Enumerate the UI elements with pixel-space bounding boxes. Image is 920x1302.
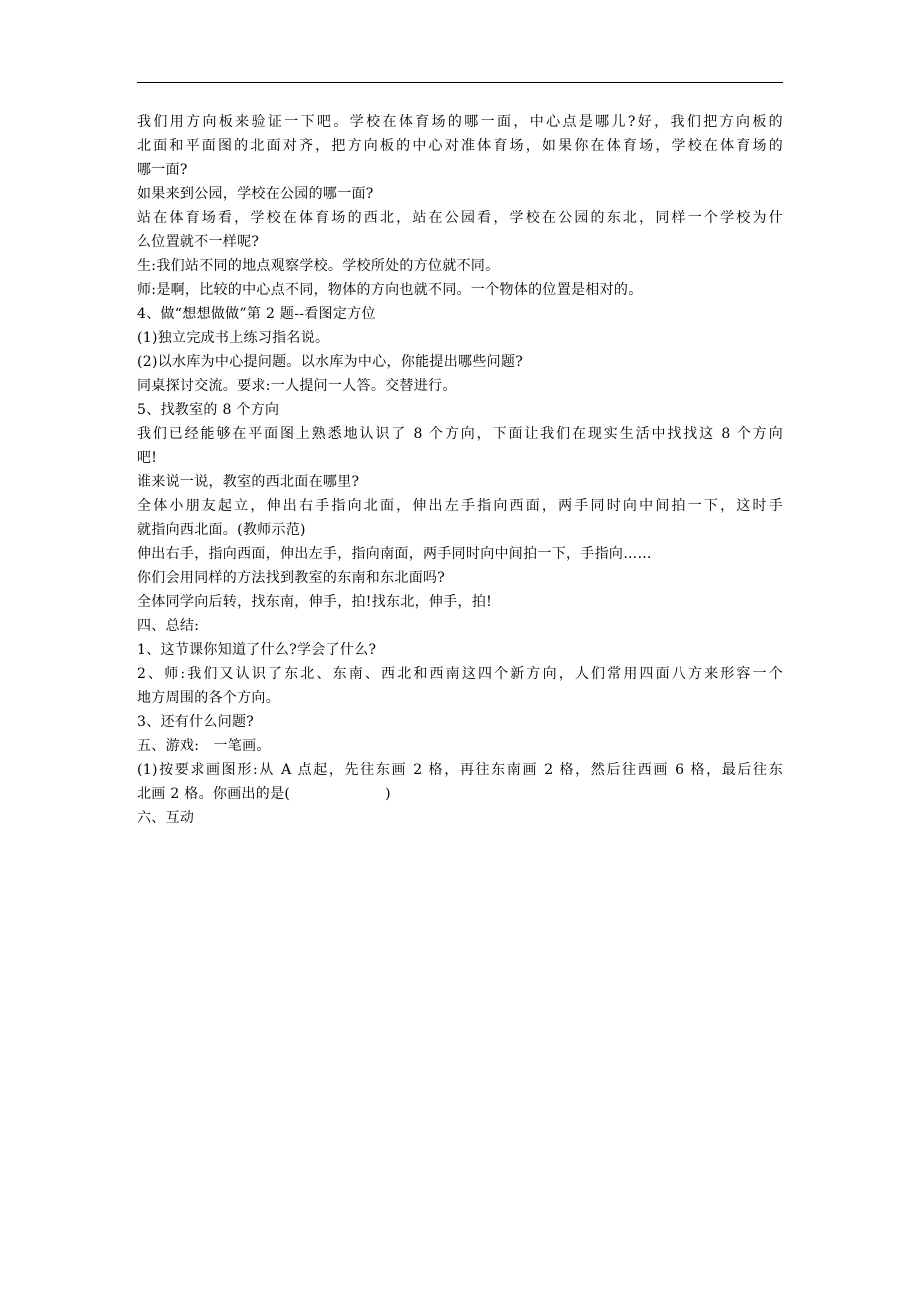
text-line: 北面和平面图的北面对齐，把方向板的中心对准体育场，如果你在体育场，学校在体育场的 [137, 138, 783, 154]
text-line: 谁来说一说，教室的西北面在哪里? [137, 474, 360, 490]
text-line: 生:我们站不同的地点观察学校。学校所处的方位就不同。 [137, 258, 500, 274]
text-line: 北画 2 格。你画出的是( ) [137, 786, 391, 802]
text-line: (1)按要求画图形:从 A 点起，先往东画 2 格，再往东南画 2 格，然后往西画 6 格，最后往东 [137, 762, 783, 778]
text-line: 站在体育场看，学校在体育场的西北，站在公园看，学校在公园的东北，同样一个学校为什 [137, 210, 783, 226]
text-line: 5、找教室的 8 个方向 [137, 402, 280, 418]
text-line: 4、做“想想做做”第 2 题--看图定方位 [137, 306, 376, 322]
text-line: 吧! [137, 450, 158, 466]
text-line: 地方周围的各个方向。 [137, 690, 280, 706]
text-line: 全体小朋友起立，伸出右手指向北面，伸出左手指向西面，两手同时向中间拍一下，这时手 [137, 498, 783, 514]
header-rule [137, 82, 783, 83]
text-line: 伸出右手，指向西面，伸出左手，指向南面，两手同时向中间拍一下，手指向…… [137, 546, 652, 562]
text-line: 就指向西北面。(教师示范) [137, 522, 306, 538]
text-line: 五、游戏: 一笔画。 [137, 738, 271, 754]
text-line: (1)独立完成书上练习指名说。 [137, 330, 330, 346]
text-line: 同桌探讨交流。要求:一人提问一人答。交替进行。 [137, 378, 457, 394]
text-line: 我们已经能够在平面图上熟悉地认识了 8 个方向，下面让我们在现实生活中找找这 8 个方向 [137, 426, 783, 442]
text-line: 如果来到公园，学校在公园的哪一面? [137, 186, 374, 202]
text-line: 3、还有什么问题? [137, 714, 255, 730]
text-line: (2)以水库为中心提问题。以水库为中心，你能提出哪些问题? [137, 354, 524, 370]
text-line: 1、这节课你知道了什么?学会了什么? [137, 642, 377, 658]
text-line: 四、总结: [137, 618, 200, 634]
text-line: 么位置就不一样呢? [137, 234, 260, 250]
text-line: 2、师:我们又认识了东北、东南、西北和西南这四个新方向，人们常用四面八方来形容一个 [137, 666, 783, 682]
text-line: 我们用方向板来验证一下吧。学校在体育场的哪一面，中心点是哪儿?好，我们把方向板的 [137, 114, 783, 130]
text-line: 师:是啊，比较的中心点不同，物体的方向也就不同。一个物体的位置是相对的。 [137, 282, 643, 298]
text-line: 六、互动 [137, 810, 195, 826]
text-line: 哪一面? [137, 162, 188, 178]
text-line: 你们会用同样的方法找到教室的东南和东北面吗? [137, 570, 446, 586]
text-line: 全体同学向后转，找东南，伸手，拍!找东北，伸手，拍! [137, 594, 493, 610]
document-body [137, 112, 783, 832]
